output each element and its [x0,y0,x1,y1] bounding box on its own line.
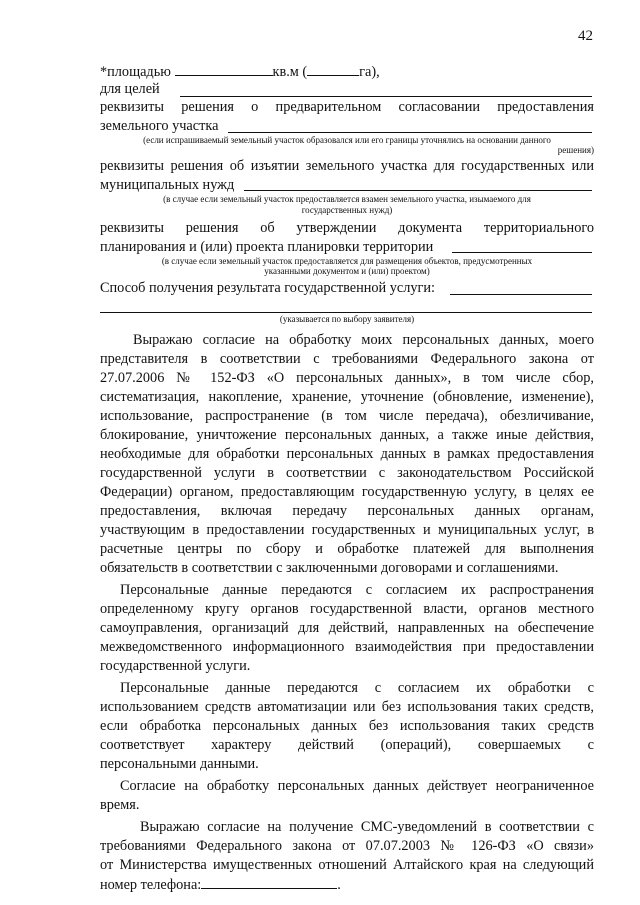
consent-p2-line: самоуправления, организаций для действий, направленных на обеспечение [100,620,594,636]
area-label: *площадью [100,64,171,80]
consent-p3-line: соответствует характеру действий (операций), совершаемых с [100,737,594,753]
method-field-1[interactable] [450,294,592,295]
area-unit: кв.м ( [272,64,308,80]
planning-note-1: (в случае если земельный участок предоставляется для размещения объектов, предусмотренных [161,256,533,266]
phone-field[interactable] [201,875,337,889]
prelim-line-2: земельного участка [100,118,219,134]
consent-p1-line: Федерации) органом, предоставляющим государственную услугу, в целях ее [100,484,594,500]
consent-p1-line: государственной услуги в соответствии с законодательством Российской [100,465,594,481]
planning-field[interactable] [452,252,592,253]
consent-p3-line: если обработка персональных данных без использования таких средств [100,718,594,734]
consent-p1-line: использование, распространение (в том числе передача), обезличивание, [100,408,594,424]
consent-p4-line: время. [100,797,140,813]
consent-p2-line: межведомственного информационного взаимодействия при предоставлении [100,639,594,655]
consent-p2-line: государственной услуги. [100,658,251,674]
seizure-field[interactable] [244,190,592,191]
seizure-note-2: государственных нужд) [301,205,393,215]
phone-label: номер телефона: [100,877,202,893]
consent-p3-line: персональными данными. [100,756,259,772]
area-sqm-field[interactable] [175,62,273,76]
seizure-line-1: реквизиты решения об изъятии земельного участка для государственных или [100,158,594,174]
seizure-line-2: муниципальных нужд [100,177,235,193]
consent-p3-line: использованием средств автоматизации или без использования таких средств, [100,699,594,715]
consent-p4-line: Согласие на обработку персональных данных действует неограниченное [120,778,594,794]
consent-p5-line: Выражаю согласие на получение СМС-уведомлений в соответствии с [140,819,594,835]
consent-p1-line: расчетные центры по сбору и обработке платежей для выполнения [100,541,594,557]
area-line [100,62,594,81]
consent-p5-line: требованиями Федерального закона от 07.07.2003 № 126-ФЗ «О связи» [100,838,594,854]
consent-p1-line: блокирование, уничтожение персональных данных, а также иные действия, [100,427,594,443]
consent-p2-line: определенному кругу органов государственной власти, органов местного [100,601,594,617]
consent-p1-line: представителя в соответствии с требованиями Федерального закона от [100,351,594,367]
consent-p2-line: Персональные данные передаются с согласием их распространения [120,582,594,598]
purpose-field[interactable] [180,96,592,97]
prelim-note-2: решения) [557,145,594,155]
method-label: Способ получения результата государственной услуги: [100,280,436,296]
method-note: (указывается по выбору заявителя) [279,314,415,324]
purpose-label: для целей [100,81,160,97]
planning-note-2: указанными документом и (или) проектом) [264,266,430,276]
consent-p1-line: необходимые для обработки персональных данных в рамках предоставления [100,446,594,462]
page-number: 42 [578,28,593,44]
method-field-2[interactable] [100,312,592,313]
area-ha-field[interactable] [307,62,359,76]
planning-line-2: планирования и (или) проекта планировки территории [100,239,434,255]
consent-p1-line: обязательств в соответствии с заключенными договорами и соглашениями. [100,560,559,576]
seizure-note-1: (в случае если земельный участок предоставляется взамен земельного участка, изымаемого для [163,194,531,204]
consent-p5-line: от Министерства имущественных отношений Алтайского края на следующий [100,857,594,873]
phone-line [100,875,341,894]
consent-p1-line: Выражаю согласие на обработку моих персональных данных, моего [133,332,594,348]
prelim-line-1: реквизиты решения о предварительном согласовании предоставления [100,99,594,115]
consent-p1-line: предоставления, включая передачу персональных данных органам, [100,503,594,519]
consent-p1-line: участвующим в предоставлении государственных и муниципальных услуг, в [100,522,594,538]
prelim-field[interactable] [228,132,592,133]
prelim-note-1: (если испрашиваемый земельный участок образовался или его границы уточнялись на основании данного [143,135,551,145]
consent-p3-line: Персональные данные передаются с согласием их обработки с [120,680,594,696]
consent-p1-line: 27.07.2006 № 152-ФЗ «О персональных данных», в том числе сбор, [100,370,594,386]
planning-line-1: реквизиты решения об утверждении документа территориального [100,220,594,236]
phone-period: . [337,877,341,893]
consent-p1-line: систематизация, накопление, хранение, уточнение (обновление, изменение), [100,389,594,405]
area-ha-label: га), [359,64,380,80]
